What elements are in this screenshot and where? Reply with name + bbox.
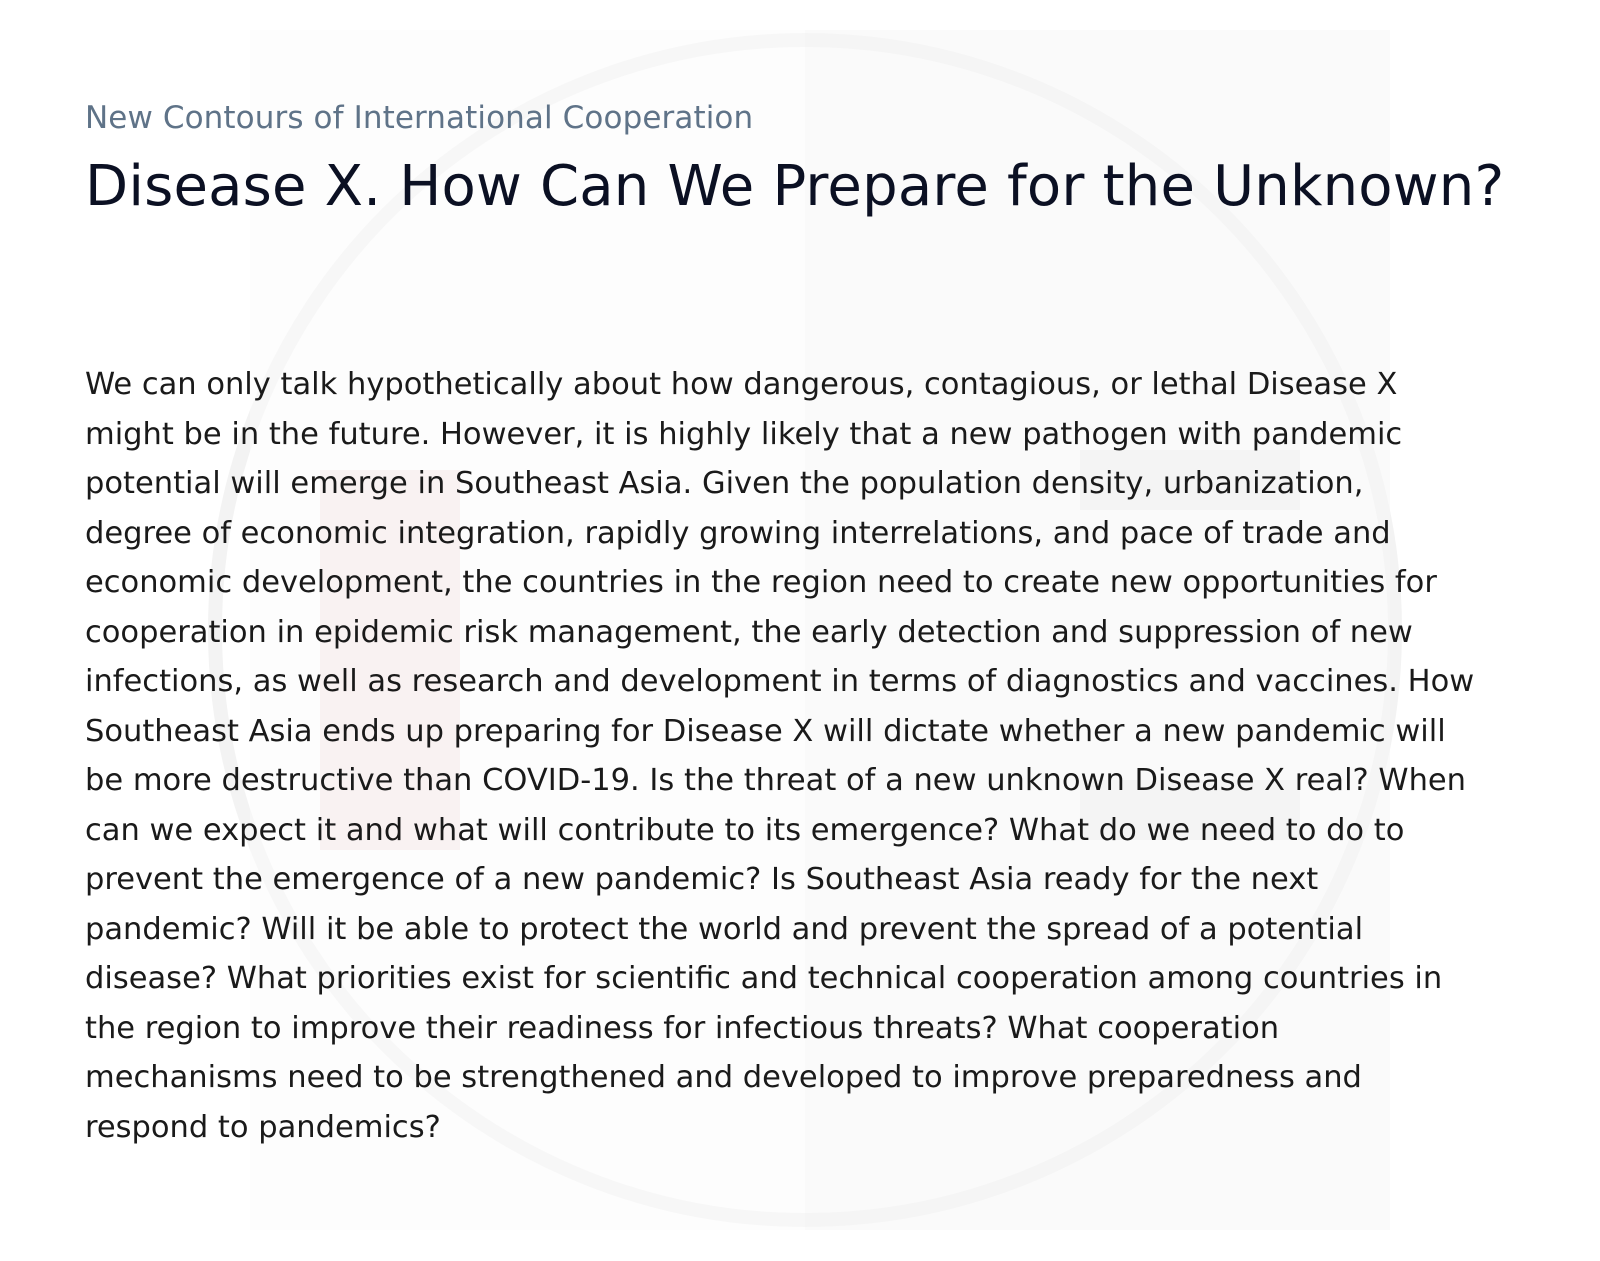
body-paragraph: We can only talk hypothetically about how dangerous, contagious, or lethal Disease X might be in the future. However, it is highly likely that a new pathogen with pandemic potential will emerge in Southeast Asia. Given the population density, urbanization, degree of economic integration, rapidly growing interrelations, and pace of trade and economic development, the countries in the region need to create new opportunities for cooperation in epidemic risk management, the early detection and suppression of new infections, as well as research and development in terms of diagnostics and vaccines. How Southeast Asia ends up preparing for Disease X will dictate whether a new pandemic will be more destructive than COVID-19. Is the threat of a new unknown Disease X real? When can we expect it and what will contribute to its emergence? What do we need to do to prevent the emergence of a new pandemic? Is Southeast Asia ready for the next pandemic? Will it be able to protect the world and prevent the spread of a potential disease? What priorities exist for scientific and technical cooperation among countries in the region to improve their readiness for infectious threats? What cooperation mechanisms need to be strengthened and developed to improve preparedness and respond to pandemics?: [85, 367, 1475, 1145]
page-title: Disease X. How Can We Prepare for the Unknown?: [85, 154, 1505, 219]
section-kicker: New Contours of International Cooperation: [85, 100, 754, 136]
